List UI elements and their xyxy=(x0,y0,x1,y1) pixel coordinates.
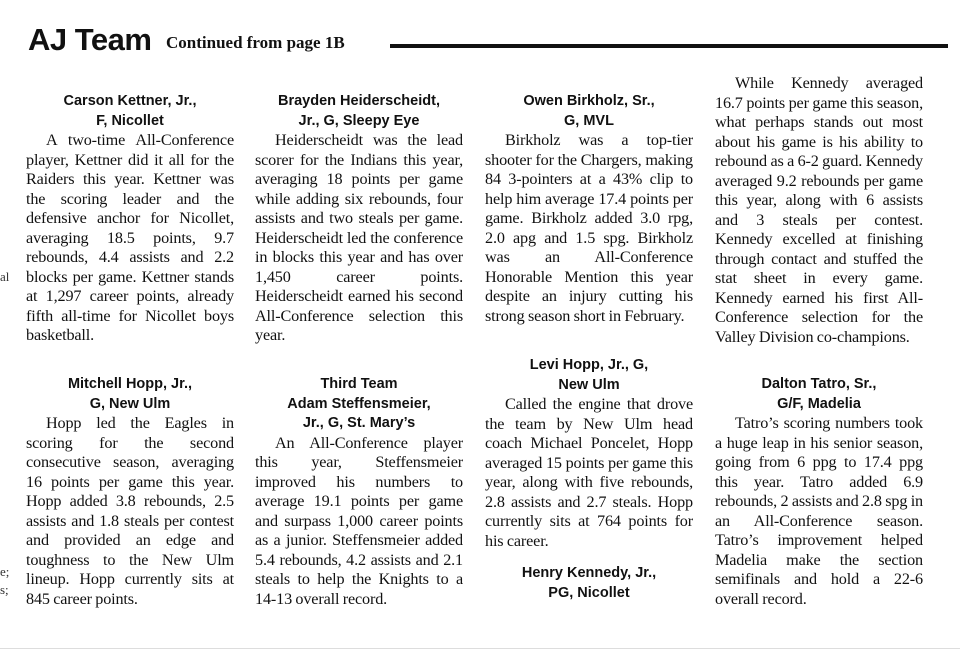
edge-fragment: al xyxy=(0,269,10,284)
heading-line: Jr., G, Sleepy Eye xyxy=(298,112,420,129)
player-heading xyxy=(485,356,693,395)
player-heading xyxy=(255,92,463,131)
heading-line: New Ulm xyxy=(558,376,620,393)
page-header xyxy=(28,22,948,62)
edge-fragment: e; xyxy=(0,564,10,579)
heading-line: Henry Kennedy, Jr., xyxy=(521,565,657,581)
heading-line: PG, Nicollet xyxy=(548,584,630,601)
player-bio: An All-Conference player this year, Steffensmeier improved his numbers to average 19.1 points per game and surpass 1,000 career points as a junior. Steffensmeier added 5.4 rebounds, 4.2 assists and 2.1 steals to help the Knights to a 14-13 overall record. xyxy=(255,433,463,608)
heading-line: Brayden Heiderscheidt, xyxy=(278,93,440,109)
player-bio: While Kennedy averaged 16.7 points per game this season, what perhaps stands out most about his game is his ability to rebound as a 6-2 guard. Kennedy averaged 9.2 rebounds per game this year, along with 6 assists and 3 steals per contest. Kennedy excelled at finishing through contact and stuffed the stat sheet in every game. Kennedy earned his first All-Conference selection for the Valley Division co-champions. xyxy=(715,74,923,346)
player-entry xyxy=(26,375,234,609)
player-heading xyxy=(26,92,234,131)
player-entry xyxy=(485,356,693,551)
player-entry xyxy=(485,564,693,603)
heading-line: F, Nicollet xyxy=(96,112,164,129)
player-heading xyxy=(26,375,234,414)
player-heading xyxy=(485,92,693,131)
team-subheading: Third Team xyxy=(320,376,398,392)
player-entry xyxy=(255,375,463,609)
section-title: AJ Team xyxy=(28,22,152,57)
heading-line: Adam Steffensmeier, xyxy=(287,395,431,412)
player-entry xyxy=(715,375,923,609)
player-entry xyxy=(485,92,693,326)
heading-line: Dalton Tatro, Sr., xyxy=(761,376,877,392)
player-heading xyxy=(715,375,923,414)
heading-line: G, New Ulm xyxy=(89,395,171,412)
player-bio: Heiderscheidt was the lead scorer for the Indians this year, averaging 18 points per game while adding six rebounds, four assists and two steals per game. Heiderscheidt led the conference in blocks this year and has over 1,450 career points. Heiderscheidt earned his second All-Conference selection this year. xyxy=(255,131,463,344)
heading-line: Owen Birkholz, Sr., xyxy=(523,93,655,109)
player-entry xyxy=(26,92,234,346)
heading-line: Jr., G, St. Mary’s xyxy=(302,415,416,431)
heading-line: Mitchell Hopp, Jr., xyxy=(67,376,193,392)
continued-note: Continued from page 1B xyxy=(166,33,345,52)
bottom-divider xyxy=(0,648,960,649)
player-bio: Tatro’s scoring numbers took a huge leap in his senior season, going from 6 ppg to 17.4 ppg this year. Tatro added 6.9 rebounds, 2 assists and 2.8 spg in an All-Conference season. Tatro’s improvement helped Madelia make the section semifinals and hold a 22-6 overall record. xyxy=(715,414,923,608)
heading-line: Carson Kettner, Jr., xyxy=(63,93,197,109)
player-heading xyxy=(485,564,693,603)
player-entry-continued xyxy=(715,74,923,347)
player-bio: Hopp led the Eagles in scoring for the second consecutive season, averaging 16 points per game this year. Hopp added 3.8 rebounds, 2.5 assists and 1.8 steals per contest and provided an edge and toughness to the New Ulm lineup. Hopp currently sits at 845 career points. xyxy=(26,414,234,608)
player-bio: Birkholz was a top-tier shooter for the Chargers, making 84 3-pointers at a 43% clip to help him average 17.4 points per game. Birkholz added 3.0 rpg, 2.0 apg and 1.5 spg. Birkholz was an All-Conference Honorable Mention this year despite an injury cutting his strong season short in February. xyxy=(485,131,693,325)
player-bio: Called the engine that drove the team by New Ulm head coach Michael Poncelet, Hopp averaged 15 points per game this year, along with five rebounds, 2.8 assists and 2.7 steals. Hopp currently sits at 764 points for his career. xyxy=(485,395,693,550)
heading-line: G, MVL xyxy=(564,112,614,129)
edge-fragment: s; xyxy=(0,582,9,597)
heading-line: G/F, Madelia xyxy=(777,395,861,412)
player-entry xyxy=(255,92,463,346)
header-rule xyxy=(390,44,948,48)
player-heading xyxy=(255,375,463,434)
heading-line: Levi Hopp, Jr., G, xyxy=(529,357,649,373)
player-bio: A two-time All-Conference player, Kettner did it all for the Raiders this year. Kettner was the scoring leader and the defensive anchor for Nicollet, averaging 18.5 points, 9.7 rebounds, 4.4 assists and 2.2 blocks per game. Kettner stands at 1,297 career points, already fifth all-time for Nicollet boys basketball. xyxy=(26,131,234,344)
